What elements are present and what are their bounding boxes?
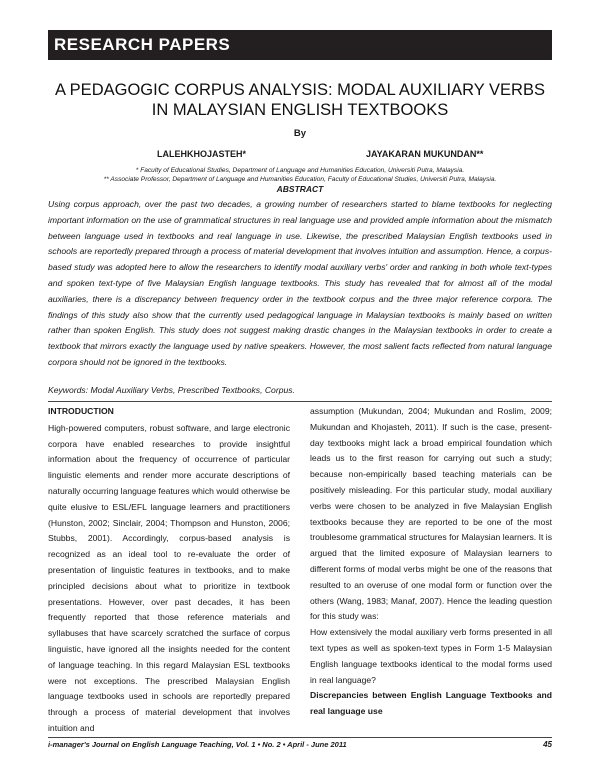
column-right	[310, 404, 552, 720]
author-1: LALEHKHOJASTEH*	[157, 149, 247, 159]
divider-top	[48, 401, 552, 402]
by-label: By	[293, 128, 307, 139]
keywords: Keywords: Modal Auxiliary Verbs, Prescribed Textbooks, Corpus.	[48, 385, 295, 395]
column-left	[48, 404, 290, 737]
journal-footer: i-manager's Journal on English Language Teaching, Vol. 1 • No. 2 • April - June 2011	[48, 740, 347, 749]
subsection-heading: Discrepancies between English Language Textbooks and real language use	[310, 690, 552, 717]
intro-paragraph-right: assumption (Mukundan, 2004; Mukundan and Roslim, 2009; Mukundan and Khojasteh, 2011). If such is the case, present-day textbooks might lack a broad empirical foundation which leads us to the first reason for carrying out such a study; because non-empirically based teaching materials can be positively misleading. For this particular study, modal auxiliary verbs were chosen to be analyzed in five Malaysian English textbooks because they are reported to be one of the most troublesome grammatical structures for Malaysian learners. It is argued that the limited exposure of Malaysian learners to different forms of modal verbs might be one of the reasons that resulted to an overuse of one modal form or function over the others (Wang, 1983; Manaf, 2007). Hence the leading question for this study was:	[310, 406, 552, 622]
divider-bottom	[48, 737, 552, 738]
research-question: How extensively the modal auxiliary verb forms presented in all text types as well as spoken-text types in Form 1-5 Malaysian English language textbooks identical to the modal forms used in real language?	[310, 627, 552, 685]
affiliation-1: * Faculty of Educational Studies, Department of Language and Humanities Education, Universiti Putra, Malaysia.	[135, 167, 465, 174]
section-banner: RESEARCH PAPERS	[48, 30, 552, 60]
abstract-text: Using corpus approach, over the past two decades, a growing number of researchers started to blame textbooks for neglecting important information on the use of grammatical structures in real language use and provided ample information about the mismatch between language used in textbooks and real language in use. Likewise, the prescribed Malaysian English textbooks used in schools are reportedly prepared through a process of material development that involves intuition and assumption. Hence, a corpus-based study was adopted here to allow the researchers to identify modal auxiliary verbs' order and ranking in both whole text-types and spoken text-type of five Malaysian English language textbooks. This study has revealed that for almost all of the modal auxiliaries, there is a discrepancy between frequency order in the textbook corpus and the three major reference corpora. The findings of this study also show that the currently used pedagogical language in Malaysian textbooks is mainly based on written rather than spoken English. This study does not suggest making drastic changes in the Malaysian textbooks in order to create a textbook that mirrors exactly the language used by native speakers. However, the most salient facts reflected from natural language corpora should not be ignored in the textbooks.	[48, 199, 552, 367]
page-number: 45	[543, 740, 552, 749]
paper-title	[48, 80, 552, 120]
author-2: JAYAKARAN MUKUNDAN**	[366, 149, 484, 159]
title-line-2: IN MALAYSIAN ENGLISH TEXTBOOKS	[151, 101, 449, 119]
abstract-heading: ABSTRACT	[276, 184, 324, 194]
title-line-1: A PEDAGOGIC CORPUS ANALYSIS: MODAL AUXILIARY VERBS	[55, 81, 545, 99]
intro-heading: INTRODUCTION	[48, 406, 114, 416]
intro-paragraph-left: High-powered computers, robust software, and large electronic corpora have enabled researches to provide insightful information about the frequency of occurrence of particular linguistic elements and render more accurate descriptions of naturally occurring language features which would otherwise be quite elusive to ESL/EFL language learners and practitioners (Hunston, 2002; Sinclair, 2004; Thompson and Hunston, 2006; Stubbs, 2001). Accordingly, corpus-based analysis is recognized as an ideal tool to re-evaluate the order of presentation of linguistic features in textbooks, and to make principled decisions about what to prioritize in textbook presentations. However, over past decades, it has been frequently reported that those reference materials and syllabuses that have scarcely scratched the surface of corpus linguistic, have ignored all the insights needed for the content of language teaching. In this regard Malaysian ESL textbooks were not exceptions. The prescribed Malaysian English language textbooks used in schools are reportedly prepared through a process of material development that involves intuition and	[48, 422, 290, 733]
affiliation-2: ** Associate Professor, Department of Language and Humanities Education, Faculty of Educational Studies, Universiti Putra, Malaysia.	[103, 176, 497, 183]
